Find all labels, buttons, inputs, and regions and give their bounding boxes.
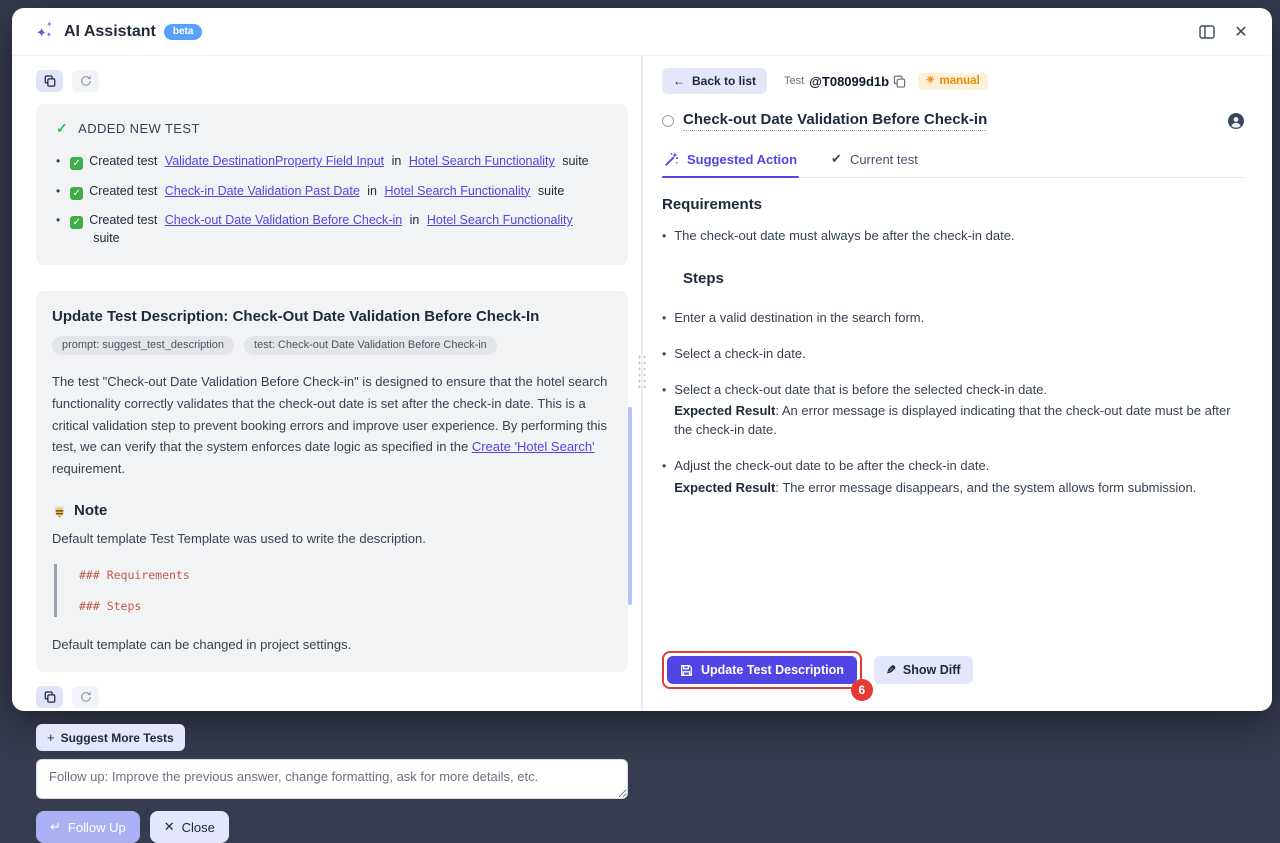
suggest-more-tests-button[interactable]: + Suggest More Tests <box>36 724 185 751</box>
main-area <box>12 56 1272 835</box>
list-item: • ✓ Created test Validate DestinationProperty Field Input in Hotel Search Functionality suite <box>56 154 589 169</box>
message-toolbar-bottom <box>36 686 628 708</box>
requirements-heading: Requirements <box>662 196 763 213</box>
close-chat-button[interactable]: ✕ Close <box>150 811 229 843</box>
chat-scrollbar-thumb[interactable] <box>628 407 632 605</box>
manual-spark-icon: ✳ <box>926 75 935 86</box>
suite-link[interactable]: Hotel Search Functionality <box>408 154 555 168</box>
template-line: ### Requirements <box>79 568 190 583</box>
save-icon <box>680 664 693 677</box>
tab-current-test[interactable]: ✔ Current test <box>831 151 918 167</box>
suggested-action-content <box>662 180 1244 651</box>
template-line: ### Steps <box>79 599 142 614</box>
annotation-step-badge: 6 <box>851 679 873 701</box>
status-text: ADDED NEW TEST <box>78 121 200 136</box>
note-heading: Note <box>52 502 612 519</box>
beta-badge: beta <box>164 24 203 40</box>
panel-divider <box>634 56 650 711</box>
panel-layout-icon[interactable] <box>1198 23 1216 41</box>
chat-panel <box>12 56 634 835</box>
bullet-icon: • <box>662 382 667 397</box>
steps-heading: Steps <box>683 269 724 287</box>
follow-up-button[interactable]: ↵ Follow Up <box>36 811 140 843</box>
list-item: • The check-out date must always be after the check-in date. <box>662 227 1244 246</box>
meta-tags <box>52 336 612 355</box>
step-item: • Enter a valid destination in the search form. <box>662 309 1244 328</box>
note-text: Default template Test Template was used to write the description. <box>52 531 426 547</box>
step-item: • Adjust the check-out date to be after the check-in date. Expected Result: The error message disappears, and the system allows form submission. <box>662 457 1244 498</box>
detail-actions <box>662 651 1244 697</box>
bullet-icon: • <box>56 183 61 198</box>
close-icon[interactable]: ✕ <box>1234 23 1248 41</box>
detail-tabs <box>662 145 1244 178</box>
test-header-row <box>662 68 1244 94</box>
expected-result: Expected Result: The error message disappears, and the system allows form submission. <box>674 479 1197 495</box>
message-toolbar-top <box>36 70 628 92</box>
step-item: • Select a check-out date that is before the selected check-in date. Expected Result: An error message is displayed indicating that the check-out date must be after the check-in date. <box>662 381 1244 441</box>
test-link[interactable]: Validate DestinationProperty Field Input <box>164 154 385 168</box>
test-title-row <box>662 111 1244 131</box>
note-footer: Default template can be changed in project settings. <box>52 637 352 653</box>
suite-link[interactable]: Hotel Search Functionality <box>384 183 531 198</box>
message-title: Update Test Description: Check-Out Date Validation Before Check-In <box>52 308 540 325</box>
bullet-icon: • <box>662 310 667 325</box>
return-icon: ↵ <box>50 819 61 835</box>
list-item: • ✓ Created test Check-in Date Validation Past Date in Hotel Search Functionality suite <box>56 183 565 199</box>
test-link[interactable]: Check-out Date Validation Before Check-in <box>164 213 403 227</box>
copy-message-button[interactable] <box>36 70 63 92</box>
test-tag: test: Check-out Date Validation Before Check-in <box>244 336 497 355</box>
window-header <box>12 8 1272 56</box>
show-diff-button[interactable]: ✎ Show Diff <box>874 656 973 684</box>
created-tests-list <box>56 153 608 247</box>
test-id: @T08099d1b <box>809 73 890 89</box>
annotation-highlight-box <box>662 651 866 697</box>
copy-message-button[interactable] <box>36 686 63 708</box>
regenerate-button[interactable] <box>72 686 99 708</box>
ai-assistant-window <box>12 8 1272 835</box>
bee-emoji <box>52 504 67 518</box>
bullet-icon: • <box>662 229 667 243</box>
checkbox-emoji: ✓ <box>70 157 83 170</box>
follow-up-input[interactable] <box>36 759 628 799</box>
test-detail-panel <box>650 56 1272 711</box>
checkbox-emoji: ✓ <box>70 187 83 200</box>
update-description-message <box>36 291 628 672</box>
regenerate-button[interactable] <box>72 70 99 92</box>
back-to-list-button[interactable]: ← Back to list <box>662 68 767 94</box>
prompt-tag: prompt: suggest_test_description <box>52 336 234 355</box>
bullet-icon: • <box>56 154 61 168</box>
pencil-icon: ✎ <box>885 663 896 677</box>
copy-id-icon[interactable] <box>893 75 906 88</box>
steps-list <box>662 309 1244 498</box>
resize-handle[interactable] <box>637 354 647 388</box>
test-link[interactable]: Check-in Date Validation Past Date <box>164 183 360 198</box>
requirement-link[interactable]: Create 'Hotel Search' <box>471 439 595 455</box>
test-title[interactable]: Check-out Date Validation Before Check-in <box>683 111 987 131</box>
sparkles-icon: ✦ ✦ ✦ <box>36 19 53 40</box>
template-blockquote <box>54 564 612 617</box>
chat-actions <box>36 811 628 843</box>
test-label: Test <box>784 75 805 87</box>
close-icon: ✕ <box>163 819 175 835</box>
wand-icon <box>664 152 679 167</box>
back-arrow-icon: ← <box>673 74 685 88</box>
bullet-icon: • <box>662 346 667 361</box>
window-title: AI Assistant <box>64 22 156 40</box>
list-item: • ✓ Created test Check-out Date Validation Before Check-in in Hotel Search Functionality suite <box>56 213 573 245</box>
check-icon: ✓ <box>56 120 69 136</box>
added-tests-message <box>36 104 628 265</box>
description-paragraph: The test "Check-out Date Validation Before Check-in" is designed to ensure that the hotel search functionality correctly validates that the check-out date is set after the check-in date. This is a critical validation step to prevent booking errors and improve user experience. By performing this test, we can verify that the system enforces date logic as specified in the Create 'Hotel Search' requirement. <box>52 374 608 477</box>
avatar-icon[interactable] <box>1228 113 1244 129</box>
tab-suggested-action[interactable]: Suggested Action <box>662 146 799 177</box>
requirements-list <box>662 227 1244 246</box>
expected-result: Expected Result: An error message is displayed indicating that the check-out date must be after the check-in date. <box>674 403 1231 438</box>
bullet-icon: • <box>662 459 667 474</box>
radio-circle-icon[interactable] <box>662 115 674 127</box>
plus-icon: + <box>47 730 55 746</box>
update-test-description-button[interactable]: Update Test Description <box>667 656 857 684</box>
manual-badge: ✳ manual <box>918 73 988 90</box>
bullet-icon: • <box>56 213 61 227</box>
suite-link[interactable]: Hotel Search Functionality <box>426 213 573 227</box>
checkbox-emoji: ✓ <box>70 216 83 229</box>
status-line <box>56 120 608 137</box>
step-item: • Select a check-in date. <box>662 345 1244 364</box>
check-icon: ✔ <box>831 151 842 166</box>
